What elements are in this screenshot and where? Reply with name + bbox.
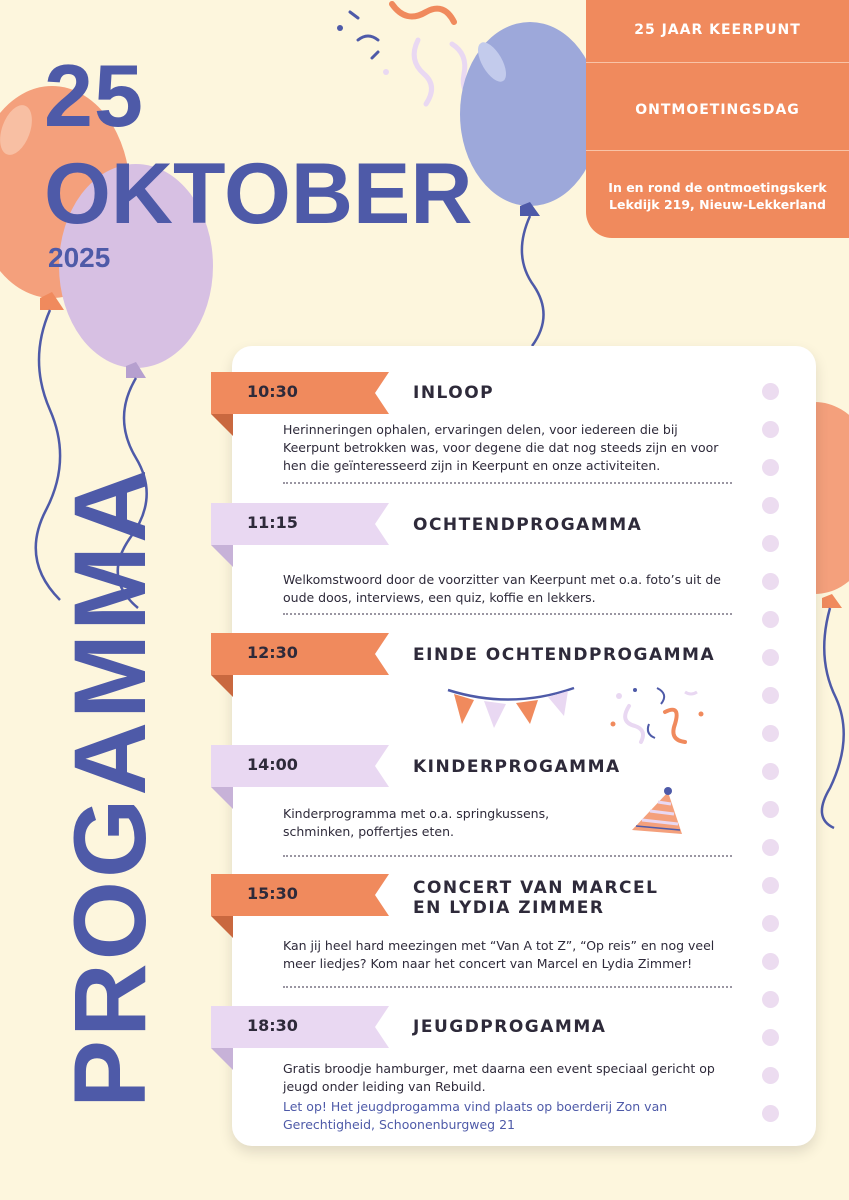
event-title: EINDE OCHTENDPROGAMMA (413, 645, 716, 665)
event-separator (283, 986, 732, 988)
event-separator (283, 482, 732, 484)
time-ribbon (211, 633, 389, 675)
event-description: Herinneringen ophalen, ervaringen delen, voor iedereen die bij Keerpunt betrokken was, voor degene die dat nog steeds zijn en voor hen die geïnteresseerd zijn in Keerpunt en onze activiteiten. (283, 422, 719, 473)
event-separator (283, 855, 732, 857)
notebook-dot (762, 573, 779, 590)
notebook-dot (762, 839, 779, 856)
notebook-dot (762, 725, 779, 742)
confetti-icon (337, 4, 478, 104)
event-time: 12:30 (247, 643, 298, 662)
info-box (586, 0, 849, 238)
party-hat-icon (628, 786, 686, 842)
notebook-dot (762, 1029, 779, 1046)
event-description: Gratis broodje hamburger, met daarna een event speciaal gericht op jeugd onder leiding van Rebuild. (283, 1061, 715, 1094)
event-note: Let op! Het jeugdprogamma vind plaats op boerderij Zon van Gerechtigheid, Schoonenburgweg 21 (283, 1099, 668, 1132)
info-divider (586, 150, 849, 151)
bunting-icon (446, 684, 576, 730)
event-title (413, 878, 658, 918)
event-title: INLOOP (413, 383, 495, 403)
event-title: OCHTENDPROGAMMA (413, 515, 643, 535)
info-location-line1: In en rond de ontmoetingskerk (608, 180, 827, 195)
notebook-dot (762, 459, 779, 476)
notebook-dot (762, 1067, 779, 1084)
time-ribbon (211, 1006, 389, 1048)
event-time: 14:00 (247, 755, 298, 774)
event-separator (283, 613, 732, 615)
event-description: Kan jij heel hard meezingen met “Van A tot Z”, “Op reis” en nog veel meer liedjes? Kom naar het concert van Marcel en Lydia Zimmer! (283, 938, 715, 971)
event-description: Welkomstwoord door de voorzitter van Keerpunt met o.a. foto’s uit de oude doos, interviews, een quiz, koffie en lekkers. (283, 572, 721, 605)
info-divider (586, 62, 849, 63)
notebook-dot (762, 763, 779, 780)
event-time: 11:15 (247, 513, 298, 532)
notebook-dot (762, 383, 779, 400)
notebook-dot (762, 611, 779, 628)
info-location (586, 179, 849, 213)
date-month: OKTOBER (44, 146, 473, 242)
event-title-line1: CONCERT VAN MARCEL (413, 878, 659, 898)
time-ribbon (211, 745, 389, 787)
confetti-icon (605, 684, 715, 750)
notebook-dot (762, 1105, 779, 1122)
notebook-dot (762, 915, 779, 932)
event-time: 15:30 (247, 884, 298, 903)
info-location-line2: Lekdijk 219, Nieuw-Lekkerland (609, 197, 826, 212)
time-ribbon (211, 874, 389, 916)
date-year: 2025 (48, 242, 111, 273)
time-ribbon (211, 503, 389, 545)
notebook-dot (762, 497, 779, 514)
event-time: 10:30 (247, 382, 298, 401)
event-title: KINDERPROGAMMA (413, 757, 621, 777)
vertical-title: PROGAMMA (53, 466, 167, 1108)
event-title-line2: EN LYDIA ZIMMER (413, 898, 605, 918)
event-title: JEUGDPROGAMMA (413, 1017, 607, 1037)
notebook-dot (762, 649, 779, 666)
notebook-dot (762, 991, 779, 1008)
date-day: 25 (44, 46, 144, 145)
notebook-dot (762, 535, 779, 552)
notebook-dot (762, 877, 779, 894)
notebook-dot (762, 801, 779, 818)
time-ribbon (211, 372, 389, 414)
balloon-blue (460, 22, 600, 346)
info-anniversary: 25 JAAR KEERPUNT (634, 22, 801, 38)
notebook-dot (762, 687, 779, 704)
event-time: 18:30 (247, 1016, 298, 1035)
event-description: Kinderprogramma met o.a. springkussens, schminken, poffertjes eten. (283, 806, 550, 839)
notebook-dot (762, 953, 779, 970)
info-event-name: ONTMOETINGSDAG (635, 102, 800, 118)
notebook-dot (762, 421, 779, 438)
